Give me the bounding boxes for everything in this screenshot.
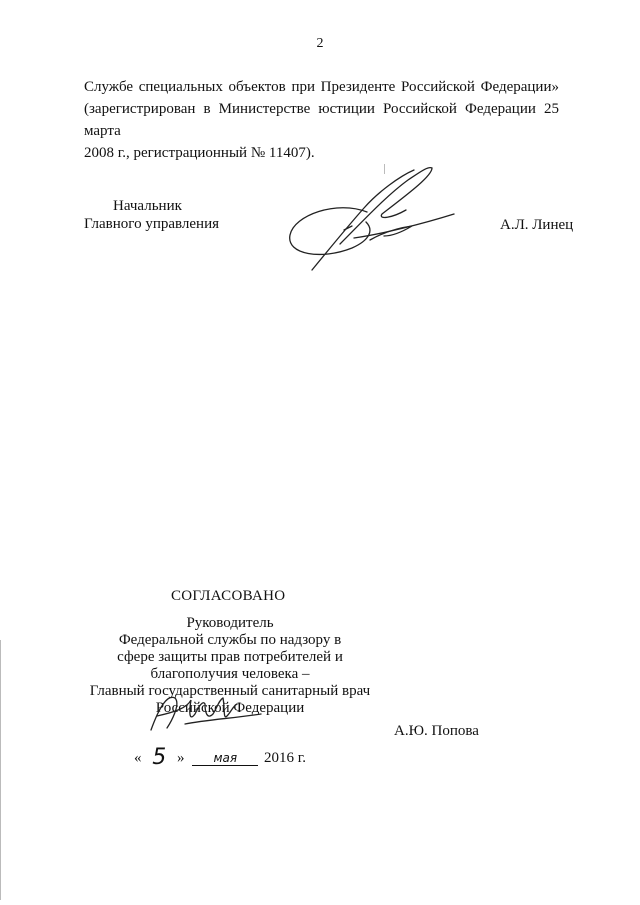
approval-position-line-1: Руководитель — [186, 615, 274, 631]
approval-name: А.Ю. Попова — [394, 723, 479, 739]
date-close-quote: » — [177, 750, 185, 766]
signatory-title-line1: Начальник — [113, 198, 182, 214]
signatory-name: А.Л. Линец — [500, 217, 574, 233]
signature-popova — [145, 686, 265, 742]
approval-position-line-5: Главный государственный санитарный врач — [89, 683, 371, 699]
date-open-quote: « — [134, 750, 142, 766]
body-line-2: (зарегистрирован в Министерстве юстиции Российской Федерации 25 марта — [84, 101, 559, 139]
approval-position-line-3: сфере защиты прав потребителей и — [117, 649, 343, 665]
date-day: 5 — [152, 745, 167, 770]
signatory-title-line2: Главного управления — [84, 216, 219, 232]
approval-position-line-4: благополучия человека – — [150, 666, 310, 682]
body-paragraph — [84, 76, 559, 164]
approval-position-line-6: Российской Федерации — [155, 700, 305, 716]
body-line-3: 2008 г., регистрационный № 11407). — [84, 145, 315, 161]
signature-linets — [282, 160, 482, 275]
scan-dot-mark — [384, 164, 385, 174]
scan-edge-mark — [0, 640, 1, 900]
page-number: 2 — [316, 36, 324, 51]
approval-date — [134, 745, 306, 770]
date-year: 2016 г. — [264, 750, 306, 766]
body-line-1: Службе специальных объектов при Президенте Российской Федерации» — [84, 79, 559, 95]
approval-position-line-2: Федеральной службы по надзору в — [118, 632, 342, 648]
date-month: мая — [192, 751, 258, 766]
approval-heading: СОГЛАСОВАНО — [171, 588, 286, 604]
